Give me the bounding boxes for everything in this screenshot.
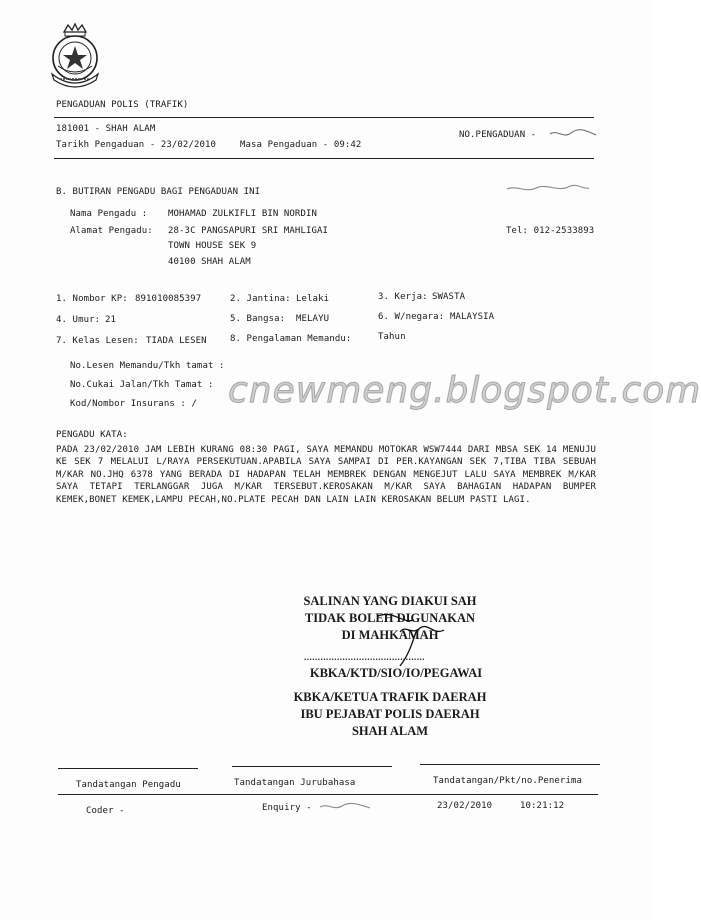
title-line-1: KBKA/KETUA TRAFIK DAERAH <box>293 690 487 704</box>
race-label: 5. Bangsa: <box>230 314 286 324</box>
form-title: PENGADUAN POLIS (TRAFIK) <box>56 100 189 110</box>
address-line-2: TOWN HOUSE SEK 9 <box>168 241 257 251</box>
section-b-heading: B. BUTIRAN PENGADU BAGI PENGADUAN INI <box>56 187 261 197</box>
station: 181001 - SHAH ALAM <box>56 124 156 134</box>
officer-title: KBKA/KTD/SIO/IO/PEGAWAI <box>309 666 483 680</box>
age-label: 4. Umur: <box>56 315 101 325</box>
experience-label: 8. Pengalaman Memandu: <box>230 334 352 344</box>
redacted-reference <box>506 184 590 194</box>
telephone: Tel: 012-2533893 <box>506 226 595 236</box>
coder-label: Coder - <box>86 806 125 816</box>
ic-number: 891010085397 <box>135 294 202 304</box>
sig-line-interpreter <box>232 766 392 767</box>
stamp-line-3: DI MAHKAMAH <box>341 628 439 642</box>
sig-complainant-label: Tandatangan Pengadu <box>76 780 181 790</box>
address-line-1: 28-3C PANGSAPURI SRI MAHLIGAI <box>168 226 329 236</box>
print-date: 23/02/2010 <box>437 801 493 811</box>
experience: Tahun <box>378 332 406 342</box>
title-line-3: SHAH ALAM <box>351 724 429 738</box>
complainant-name: MOHAMAD ZULKIFLI BIN NORDIN <box>168 209 317 219</box>
sig-line-receiver <box>420 764 600 765</box>
complaint-date: Tarikh Pengaduan - 23/02/2010 <box>56 140 217 150</box>
age: 21 <box>105 315 117 325</box>
header-rule-top <box>54 117 594 118</box>
sig-line-complainant <box>58 768 198 769</box>
title-line-2: IBU PEJABAT POLIS DAERAH <box>300 707 480 721</box>
statement-heading: PENGADU KATA: <box>56 430 128 440</box>
report-no-label: NO.PENGADUAN - <box>459 130 537 140</box>
job: SWASTA <box>432 292 466 302</box>
enquiry-label: Enquiry - <box>262 803 312 813</box>
insurance-line: Kod/Nombor Insurans : / <box>70 399 197 409</box>
license-class-label: 7. Kelas Lesen: <box>56 336 139 346</box>
statement-text: PADA 23/02/2010 JAM LEBIH KURANG 08:30 PAGI, SAYA MEMANDU MOTOKAR WSW7444 DARI MBSA SEK 14 MENUJU KE SEK 7 MELALUI L/RAYA PERSEKUTUAN.APABILA SAYA SAMPAI DI PER.KAYANGAN SEK 7,TIBA TIBA SEBUAH M/KAR NO.JHQ 6378 YANG BERADA DI HADAPAN TELAH MEMBREK DENGAN MENGEJUT LALU SAYA MEMBREK M/KAR SAYA TETAPI TERLANGGAR JUGA M/KAR TERSEBUT.KEROSAKAN M/KAR SAYA BAHAGIAN HADAPAN BUMPER KEMEK,BONET KEMEK,LAMPU PECAH,NO.PLATE PECAH DAN LAIN LAIN KEROSAKAN BELUM PASTI LAGI. <box>56 445 596 505</box>
complaint-time: Masa Pengaduan - 09:42 <box>240 140 362 150</box>
roadtax-line: No.Cukai Jalan/Tkh Tamat : <box>70 380 214 390</box>
header-rule-bottom <box>54 158 594 159</box>
watermark-text: cnewmeng.blogspot.com <box>228 370 701 411</box>
address-line-3: 40100 SHAH ALAM <box>168 257 251 267</box>
sig-interpreter-label: Tandatangan Jurubahasa <box>234 778 356 788</box>
name-label: Nama Pengadu : <box>70 209 148 219</box>
license-class: TIADA LESEN <box>146 336 207 346</box>
print-time: 10:21:12 <box>520 801 565 811</box>
stamp-line-2: TIDAK BOLEH DIGUNAKAN <box>304 611 476 625</box>
job-label: 3. Kerja: <box>378 292 428 302</box>
sig-receiver-label: Tandatangan/Pkt/no.Penerima <box>433 776 582 786</box>
redacted-report-number <box>549 128 597 140</box>
gender-label: 2. Jantina: <box>230 294 291 304</box>
police-crest-logo <box>44 22 106 88</box>
signature-dots: ............................................ <box>304 652 425 662</box>
footer-rule <box>58 794 598 795</box>
gender: Lelaki <box>296 294 330 304</box>
redacted-enquiry-code <box>318 801 372 813</box>
stamp-line-1: SALINAN YANG DIAKUI SAH <box>303 594 477 608</box>
race: MELAYU <box>296 314 330 324</box>
nationality: MALAYSIA <box>450 312 495 322</box>
license-line: No.Lesen Memandu/Tkh tamat : <box>70 361 225 371</box>
ic-label: 1. Nombor KP: <box>56 294 128 304</box>
nationality-label: 6. W/negara: <box>378 312 445 322</box>
address-label: Alamat Pengadu: <box>70 226 153 236</box>
